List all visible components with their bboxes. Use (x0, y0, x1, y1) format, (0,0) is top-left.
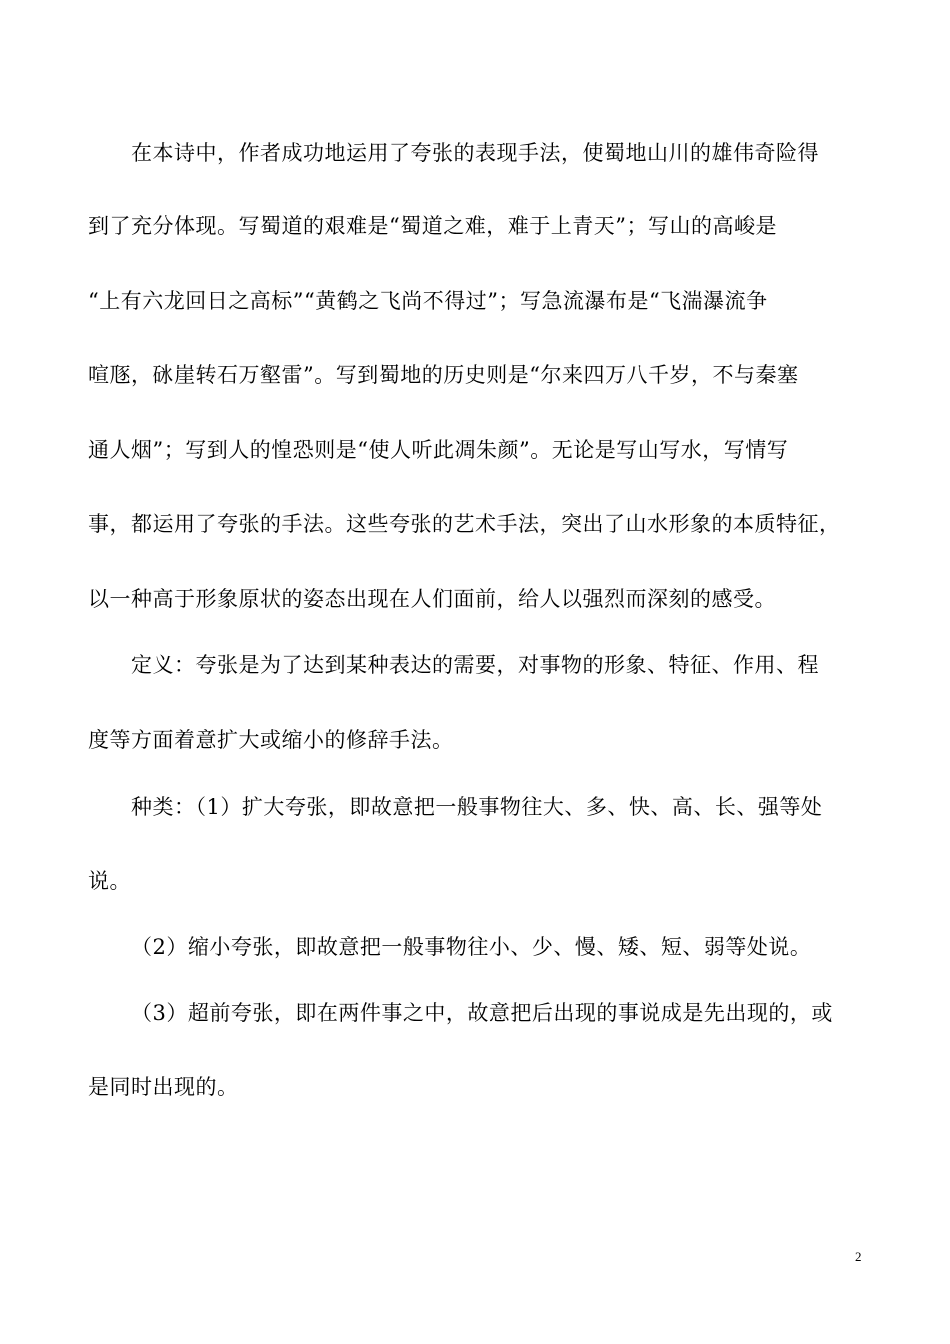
definition-line: 定义：夸张是为了达到某种表达的需要，对事物的形象、特征、作用、程 (131, 653, 819, 677)
paragraph-line: “上有六龙回日之高标”“黄鹤之飞尚不得过”；写急流瀑布是“飞湍瀑流争 (88, 289, 768, 313)
paragraph-line: 在本诗中，作者成功地运用了夸张的表现手法，使蜀地山川的雄伟奇险得 (131, 141, 819, 165)
paragraph-line: 喧豗，砯崖转石万壑雷”。写到蜀地的历史则是“尔来四万八千岁，不与秦塞 (88, 363, 799, 387)
definition-line: 度等方面着意扩大或缩小的修辞手法。 (88, 728, 454, 752)
types-line: （2）缩小夸张，即故意把一般事物往小、少、慢、矮、短、弱等处说。 (131, 935, 812, 959)
paragraph-line: 到了充分体现。写蜀道的艰难是“蜀道之难，难于上青天”；写山的高峻是 (88, 214, 777, 238)
types-line: 说。 (88, 869, 131, 893)
paragraph-line: 以一种高于形象原状的姿态出现在人们面前，给人以强烈而深刻的感受。 (88, 587, 776, 611)
types-line: 是同时出现的。 (88, 1075, 239, 1099)
types-line: 种类：（1）扩大夸张，即故意把一般事物往大、多、快、高、长、强等处 (131, 795, 823, 819)
paragraph-line: 通人烟”；写到人的惶恐则是“使人听此凋朱颜”。无论是写山写水，写情写 (88, 438, 789, 462)
types-line: （3）超前夸张，即在两件事之中，故意把后出现的事说成是先出现的，或 (131, 1001, 833, 1025)
page-number: 2 (855, 1249, 862, 1264)
paragraph-line: 事，都运用了夸张的手法。这些夸张的艺术手法，突出了山水形象的本质特征， (88, 512, 841, 536)
